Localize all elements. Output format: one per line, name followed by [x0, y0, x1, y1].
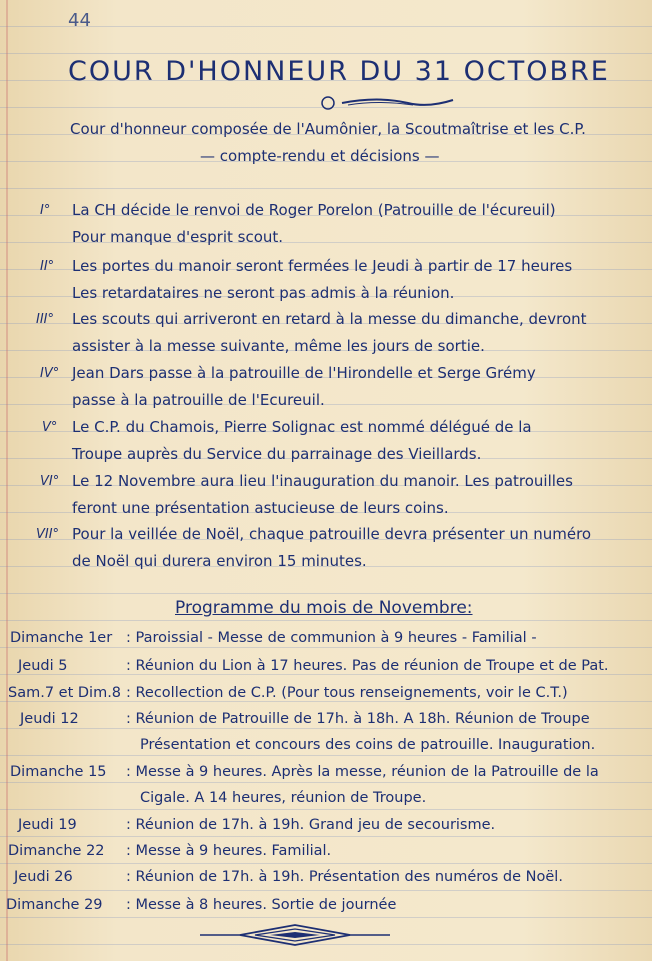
programme-day: Jeudi 5 — [18, 658, 68, 674]
decision-line: Le C.P. du Chamois, Pierre Solignac est nommé délégué de la — [72, 418, 532, 436]
decision-number: V° — [42, 420, 58, 435]
programme-day: Dimanche 1er — [10, 630, 113, 646]
decision-number: III° — [36, 312, 55, 327]
programme-entry: : Recollection de C.P. (Pour tous renseignements, voir le C.T.) — [126, 685, 568, 701]
programme-day: Jeudi 26 — [14, 869, 73, 885]
decision-number: VI° — [40, 474, 60, 489]
decision-line: Le 12 Novembre aura lieu l'inauguration du manoir. Les patrouilles — [72, 472, 573, 490]
decision-line: de Noël qui durera environ 15 minutes. — [72, 552, 367, 570]
programme-entry: : Réunion du Lion à 17 heures. Pas de réunion de Troupe et de Pat. — [126, 658, 609, 674]
page-title: COUR D'HONNEUR DU 31 OCTOBRE — [68, 56, 610, 87]
programme-entry: : Paroissial - Messe de communion à 9 heures - Familial - — [126, 630, 537, 646]
decision-line: assister à la messe suivante, même les jours de sortie. — [72, 337, 485, 355]
programme-title: Programme du mois de Novembre: — [175, 598, 473, 618]
programme-entry: : Messe à 9 heures. Familial. — [126, 843, 332, 859]
programme-day: Jeudi 19 — [18, 817, 77, 833]
decision-line: Pour la veillée de Noël, chaque patrouille devra présenter un numéro — [72, 525, 592, 543]
decision-line: La CH décide le renvoi de Roger Porelon (Patrouille de l'écureuil) — [72, 201, 556, 219]
decision-line: Pour manque d'esprit scout. — [72, 228, 284, 246]
page-number: 44 — [68, 10, 91, 31]
title-ornament-icon — [318, 94, 458, 112]
decision-number: IV° — [40, 366, 60, 381]
programme-day: Sam.7 et Dim.8 — [8, 685, 122, 701]
decision-line: Troupe auprès du Service du parrainage des Vieillards. — [72, 445, 482, 463]
programme-entry: Présentation et concours des coins de patrouille. Inauguration. — [140, 737, 596, 753]
decision-line: Les portes du manoir seront fermées le Jeudi à partir de 17 heures — [72, 257, 573, 275]
decision-number: VII° — [36, 527, 60, 542]
decision-number: I° — [40, 203, 51, 218]
programme-entry: : Messe à 9 heures. Après la messe, réunion de la Patrouille de la — [126, 764, 599, 780]
programme-entry: : Réunion de 17h. à 19h. Présentation des numéros de Noël. — [126, 869, 563, 885]
programme-day: Dimanche 29 — [6, 897, 103, 913]
margin-line — [6, 0, 8, 961]
programme-day: Dimanche 15 — [10, 764, 107, 780]
programme-day: Dimanche 22 — [8, 843, 105, 859]
programme-day: Jeudi 12 — [20, 711, 79, 727]
programme-entry: : Messe à 8 heures. Sortie de journée — [126, 897, 397, 913]
programme-entry: Cigale. A 14 heures, réunion de Troupe. — [140, 790, 427, 806]
decision-line: Jean Dars passe à la patrouille de l'Hirondelle et Serge Grémy — [72, 364, 536, 382]
programme-entry: : Réunion de 17h. à 19h. Grand jeu de secourisme. — [126, 817, 496, 833]
subtitle: Cour d'honneur composée de l'Aumônier, la Scoutmaîtrise et les C.P. — [70, 120, 586, 138]
decision-number: II° — [40, 259, 55, 274]
subtitle-minutes: — compte-rendu et décisions — — [200, 147, 440, 165]
decision-line: Les scouts qui arriveront en retard à la messe du dimanche, devront — [72, 310, 587, 328]
decision-line: feront une présentation astucieuse de leurs coins. — [72, 499, 449, 517]
decision-line: Les retardataires ne seront pas admis à la réunion. — [72, 284, 455, 302]
programme-entry: : Réunion de Patrouille de 17h. à 18h. A 18h. Réunion de Troupe — [126, 711, 590, 727]
decision-line: passe à la patrouille de l'Ecureuil. — [72, 391, 325, 409]
bottom-ornament-icon — [200, 922, 390, 948]
